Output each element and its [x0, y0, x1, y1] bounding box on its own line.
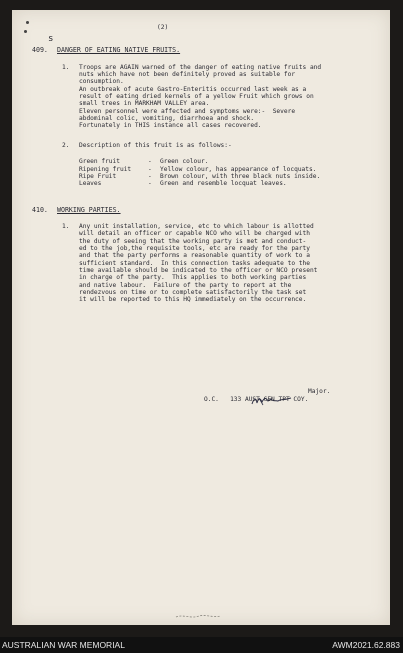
fruit-term: Ripe Fruit — [79, 173, 117, 180]
paragraph-line: ed to the job,the requisite tools, etc are ready for the party — [79, 245, 310, 252]
paragraph-line: in charge of the party. This applies to both working parties — [79, 274, 307, 281]
section-title: WORKING PARTIES. — [57, 206, 121, 214]
paragraph-line: An outbreak of acute Gastro-Enteritis occurred last week as a — [79, 86, 307, 93]
paragraph-line: will detail an officer or capable NCO who will be charged with — [79, 230, 310, 237]
fruit-term: Leaves — [79, 180, 102, 187]
paragraph-line: nuts which have not been definitely proved as suitable for — [79, 71, 296, 78]
item-number: 1. — [62, 223, 70, 230]
paragraph-line: abdominal colic, vomiting, diarrhoea and shock. — [79, 115, 255, 122]
section-number: 409. — [32, 46, 48, 54]
section-number: 410. — [32, 206, 48, 214]
fruit-desc: Green colour. — [160, 158, 209, 165]
item-number: 1. — [62, 64, 70, 71]
dash: - — [148, 173, 152, 180]
document-page — [12, 10, 390, 625]
signature-rank: Major. — [308, 388, 331, 395]
paragraph-line: sufficient standard. In this connection tasks adequate to the — [79, 260, 310, 267]
paragraph-line: consumption. — [79, 78, 124, 85]
fruit-desc: Brown colour, with three black nuts inside. — [160, 173, 321, 180]
paragraph-line: result of eating dried kernels of a yellow Fruit which grows on — [79, 93, 314, 100]
paragraph-line: Eleven personnel were affected and symptoms were:- Severe — [79, 108, 296, 115]
pin-hole — [24, 30, 27, 33]
paragraph-line: and native labour. Failure of the party to report at the — [79, 282, 292, 289]
fruit-desc: Green and resemble locquat leaves. — [160, 180, 287, 187]
paragraph-line: small trees in MARKHAM VALLEY area. — [79, 100, 210, 107]
fruit-term: Ripening fruit — [79, 166, 132, 173]
page-number: (2) — [157, 24, 169, 31]
item-number: 2. — [62, 142, 70, 149]
pin-hole — [26, 21, 29, 24]
paragraph-line: the duty of seeing that the working party is met and conduct- — [79, 238, 307, 245]
paragraph-line: time available should be indicated to the officer or NCO present — [79, 267, 318, 274]
paragraph-line: rendezvous on time or to complete satisfactorily the task set — [79, 289, 307, 296]
paragraph-line: Description of this fruit is as follows:- — [79, 142, 232, 149]
paragraph-line: Troops are AGAIN warned of the danger of eating native fruits and — [79, 64, 322, 71]
footer-accession-number: AWM2021.62.883 — [332, 640, 400, 650]
footer-institution: AUSTRALIAN WAR MEMORIAL — [2, 640, 125, 650]
smudge-mark — [175, 612, 223, 620]
section-title: DANGER OF EATING NATIVE FRUITS. — [57, 46, 181, 54]
fruit-desc: Yellow colour, has appearance of locquats. — [160, 166, 317, 173]
paragraph-line: and that the party performs a reasonable quantity of work to a — [79, 252, 310, 259]
paragraph-line: Fortunately in THIS instance all cases recovered. — [79, 122, 262, 129]
dash: - — [148, 158, 152, 165]
signature-unit: O.C. 133 AUST GEN TPT COY. — [204, 396, 309, 403]
margin-mark: s — [48, 34, 54, 44]
dash: - — [148, 166, 152, 173]
fruit-term: Green fruit — [79, 158, 120, 165]
dash: - — [148, 180, 152, 187]
paragraph-line: it will be reported to this HQ immediately on the occurrence. — [79, 296, 307, 303]
paragraph-line: Any unit installation, service, etc to which labour is allotted — [79, 223, 314, 230]
archive-footer — [0, 637, 403, 653]
